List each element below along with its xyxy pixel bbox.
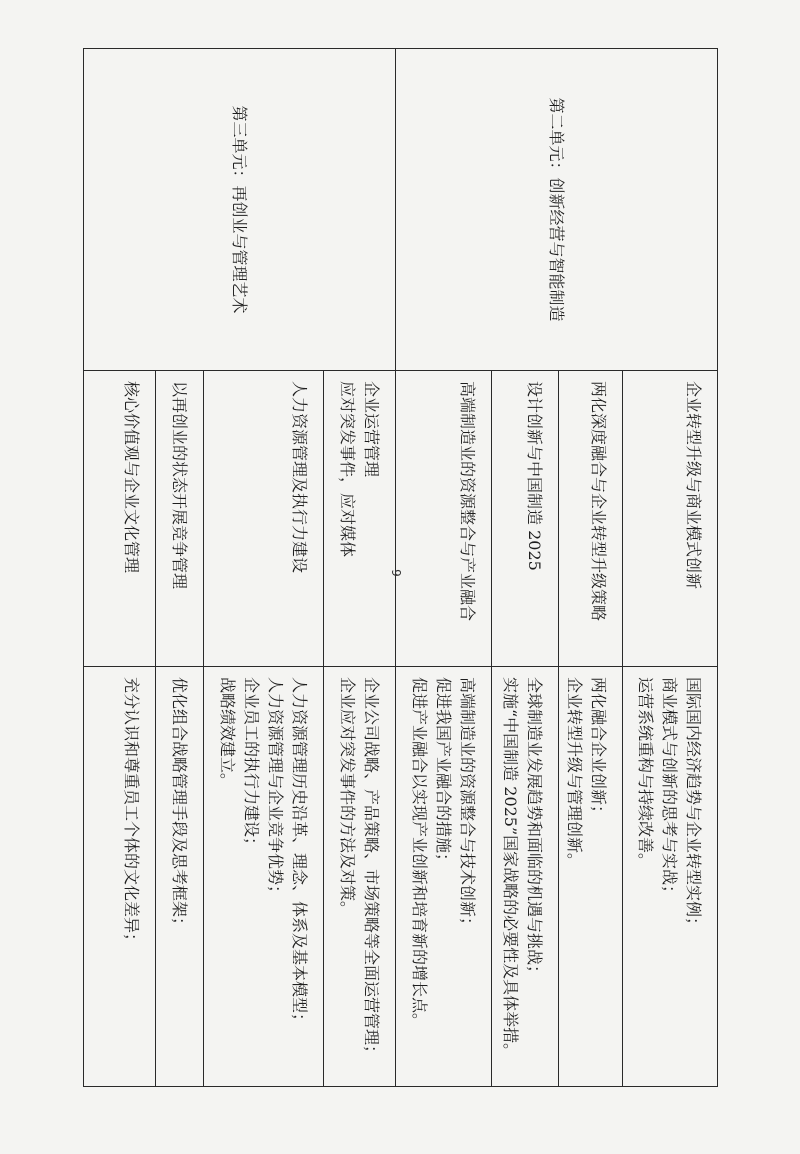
point-text: 运营系统重构与持续改善。 bbox=[636, 677, 655, 870]
page-number: 9 bbox=[388, 569, 403, 577]
topic-cell bbox=[623, 371, 718, 667]
points-cell bbox=[156, 667, 204, 1087]
topic-text: 企业转型升级与商业模式创新 bbox=[684, 381, 703, 590]
point-text: 企业员工的执行力建设； bbox=[242, 677, 261, 854]
point-text: 企业转型升级与管理创新。 bbox=[565, 677, 584, 870]
points-cell bbox=[324, 667, 396, 1087]
topic-cell bbox=[156, 371, 204, 667]
points-cell bbox=[204, 667, 324, 1087]
rotated-table-frame bbox=[84, 48, 718, 1086]
point-text: 人力资源管理与企业竞争优势； bbox=[266, 677, 285, 902]
topic-cell bbox=[204, 371, 324, 667]
topic-text: 企业运营管理 bbox=[362, 381, 381, 478]
points-cell bbox=[492, 667, 559, 1087]
points-cell bbox=[623, 667, 718, 1087]
point-text: 企业公司战略、产品策略、市场策略等全面运营管理； bbox=[362, 677, 381, 1062]
topic-cell bbox=[396, 371, 492, 667]
topic-cell bbox=[84, 371, 156, 667]
topic-text: 以再创业的状态开展竞争管理 bbox=[170, 381, 189, 590]
point-text: 人力资源管理历史沿革、理念、体系及基本模型； bbox=[290, 677, 309, 1030]
topic-text: 人力资源管理及执行力建设 bbox=[290, 381, 309, 574]
point-text: 两化融合企业创新； bbox=[589, 677, 608, 822]
topic-text: 高端制造业的资源整合与产业融合 bbox=[458, 381, 477, 622]
point-text: 企业应对突发事件的方法及对策。 bbox=[338, 677, 357, 918]
point-text: 充分认识和尊重员工个体的文化差异； bbox=[122, 677, 141, 950]
topic-text: 应对突发事件，应对媒体 bbox=[338, 381, 357, 558]
topic-cell bbox=[559, 371, 623, 667]
point-text: 促进我国产业融合的措施； bbox=[434, 677, 453, 870]
unit-title: 第三单元：再创业与管理艺术 bbox=[230, 105, 250, 314]
point-text: 战略绩效建立。 bbox=[218, 677, 237, 790]
unit-title-cell bbox=[396, 49, 718, 371]
point-text: 国际国内经济趋势与企业转型实例； bbox=[684, 677, 703, 934]
point-text: 实施“中国制造 2025”国家战略的必要性及具体举措。 bbox=[501, 677, 520, 1060]
point-text: 促进产业融合以实现产业创新和培育新的增长点。 bbox=[410, 677, 429, 1030]
unit-title-cell bbox=[84, 49, 396, 371]
topic-cell bbox=[324, 371, 396, 667]
point-text: 高端制造业的资源整合与技术创新； bbox=[458, 677, 477, 934]
points-cell bbox=[559, 667, 623, 1087]
point-text: 优化组合战略管理手段及思考框架； bbox=[170, 677, 189, 934]
topic-cell bbox=[492, 371, 559, 667]
table-row bbox=[324, 49, 396, 1087]
topic-text: 两化深度融合与企业转型升级策略 bbox=[589, 381, 608, 622]
unit-title: 第二单元：创新经营与智能制造 bbox=[547, 97, 567, 322]
point-text: 商业模式与创新的思考与实战； bbox=[660, 677, 679, 902]
points-cell bbox=[84, 667, 156, 1087]
table-row bbox=[623, 49, 718, 1087]
curriculum-table bbox=[83, 48, 718, 1087]
point-text: 全球制造业发展趋势和面临的机遇与挑战； bbox=[525, 677, 544, 982]
points-cell bbox=[396, 667, 492, 1087]
topic-text: 核心价值观与企业文化管理 bbox=[122, 381, 141, 574]
topic-text: 设计创新与中国制造 2025 bbox=[525, 381, 544, 571]
